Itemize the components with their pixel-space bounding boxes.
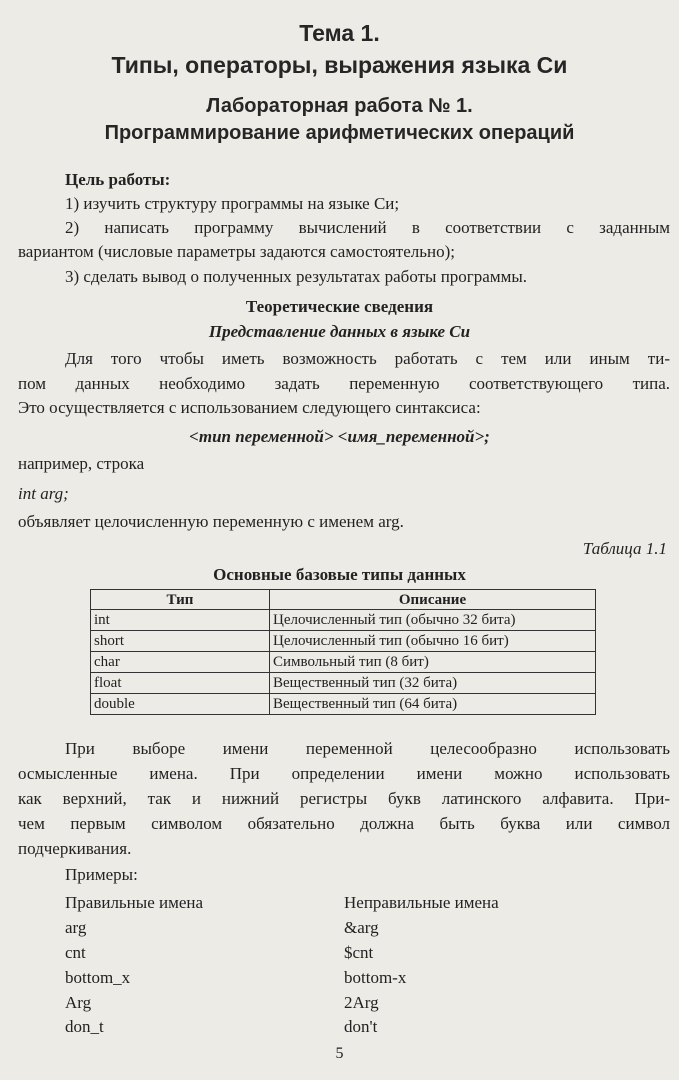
lab-title: Программирование арифметических операций [104, 122, 575, 144]
table-cell-description: Вещественный тип (64 бита) [270, 694, 596, 715]
theory-para-line-3: Это осуществляется с использованием следующего синтаксиса: [18, 398, 481, 417]
syntax-line: <тип переменной> <имя_переменной>; [189, 427, 490, 446]
example-code: int arg; [18, 484, 69, 503]
incorrect-name: $cnt [344, 943, 374, 962]
data-types-table [90, 589, 596, 715]
naming-para-line-4: чем первым символом обязательно должна быть буква или символ [18, 814, 670, 833]
naming-para-line-3: как верхний, так и нижний регистры букв латинского алфавита. При- [18, 789, 670, 808]
table-row [91, 652, 596, 673]
naming-para-line-1: При выборе имени переменной целесообразно использовать [65, 739, 670, 758]
incorrect-name: bottom-x [344, 968, 407, 987]
table-row [91, 610, 596, 631]
table-cell-description: Символьный тип (8 бит) [270, 652, 596, 673]
incorrect-name: &arg [344, 918, 379, 937]
goal-heading: Цель работы: [65, 170, 171, 189]
naming-para-line-5: подчеркивания. [18, 839, 132, 858]
examples-heading: Примеры: [65, 865, 138, 884]
table-label: Таблица 1.1 [582, 539, 667, 558]
theory-heading: Теоретические сведения [245, 297, 434, 316]
table-cell-type: char [91, 652, 270, 673]
correct-name: cnt [65, 943, 86, 962]
goal-item-2-line-2: вариантом (числовые параметры задаются самостоятельно); [18, 242, 455, 261]
example-intro: например, строка [18, 454, 145, 473]
theory-para-line-1: Для того чтобы иметь возможность работать с тем или иным ти- [65, 349, 670, 368]
table-cell-description: Целочисленный тип (обычно 16 бит) [270, 631, 596, 652]
incorrect-name: 2Arg [344, 993, 379, 1012]
topic-number: Тема 1. [299, 20, 380, 46]
correct-name: arg [65, 918, 87, 937]
incorrect-name: don't [344, 1017, 378, 1036]
table-title: Основные базовые типы данных [213, 565, 466, 584]
topic-title: Типы, операторы, выражения языка Си [111, 52, 568, 78]
table-cell-type: float [91, 673, 270, 694]
table-header-description: Описание [270, 590, 596, 610]
table-row [91, 694, 596, 715]
table-row [91, 631, 596, 652]
table-cell-type: double [91, 694, 270, 715]
theory-subheading: Представление данных в языке Си [208, 322, 471, 341]
goal-item-3: 3) сделать вывод о полученных результатах работы программы. [65, 267, 528, 286]
table-cell-description: Целочисленный тип (обычно 32 бита) [270, 610, 596, 631]
correct-name: bottom_x [65, 968, 131, 987]
correct-name: don_t [65, 1017, 104, 1036]
table-cell-type: short [91, 631, 270, 652]
table-cell-description: Вещественный тип (32 бита) [270, 673, 596, 694]
naming-para-line-2: осмысленные имена. При определении имени можно использовать [18, 764, 670, 783]
correct-names-heading: Правильные имена [65, 893, 204, 912]
table-row [91, 673, 596, 694]
page-number: 5 [335, 1045, 344, 1062]
table-cell-type: int [91, 610, 270, 631]
lab-number: Лабораторная работа № 1. [206, 95, 473, 117]
goal-item-1: 1) изучить структуру программы на языке Си; [65, 194, 400, 213]
table-header-type: Тип [91, 590, 270, 610]
incorrect-names-heading: Неправильные имена [344, 893, 499, 912]
goal-item-2-line-1: 2) написать программу вычислений в соответствии с заданным [65, 218, 670, 237]
correct-name: Arg [65, 993, 92, 1012]
theory-para-line-2: пом данных необходимо задать переменную соответствующего типа. [18, 374, 670, 393]
example-description: объявляет целочисленную переменную с именем arg. [18, 512, 404, 531]
table-header-row [91, 590, 596, 610]
